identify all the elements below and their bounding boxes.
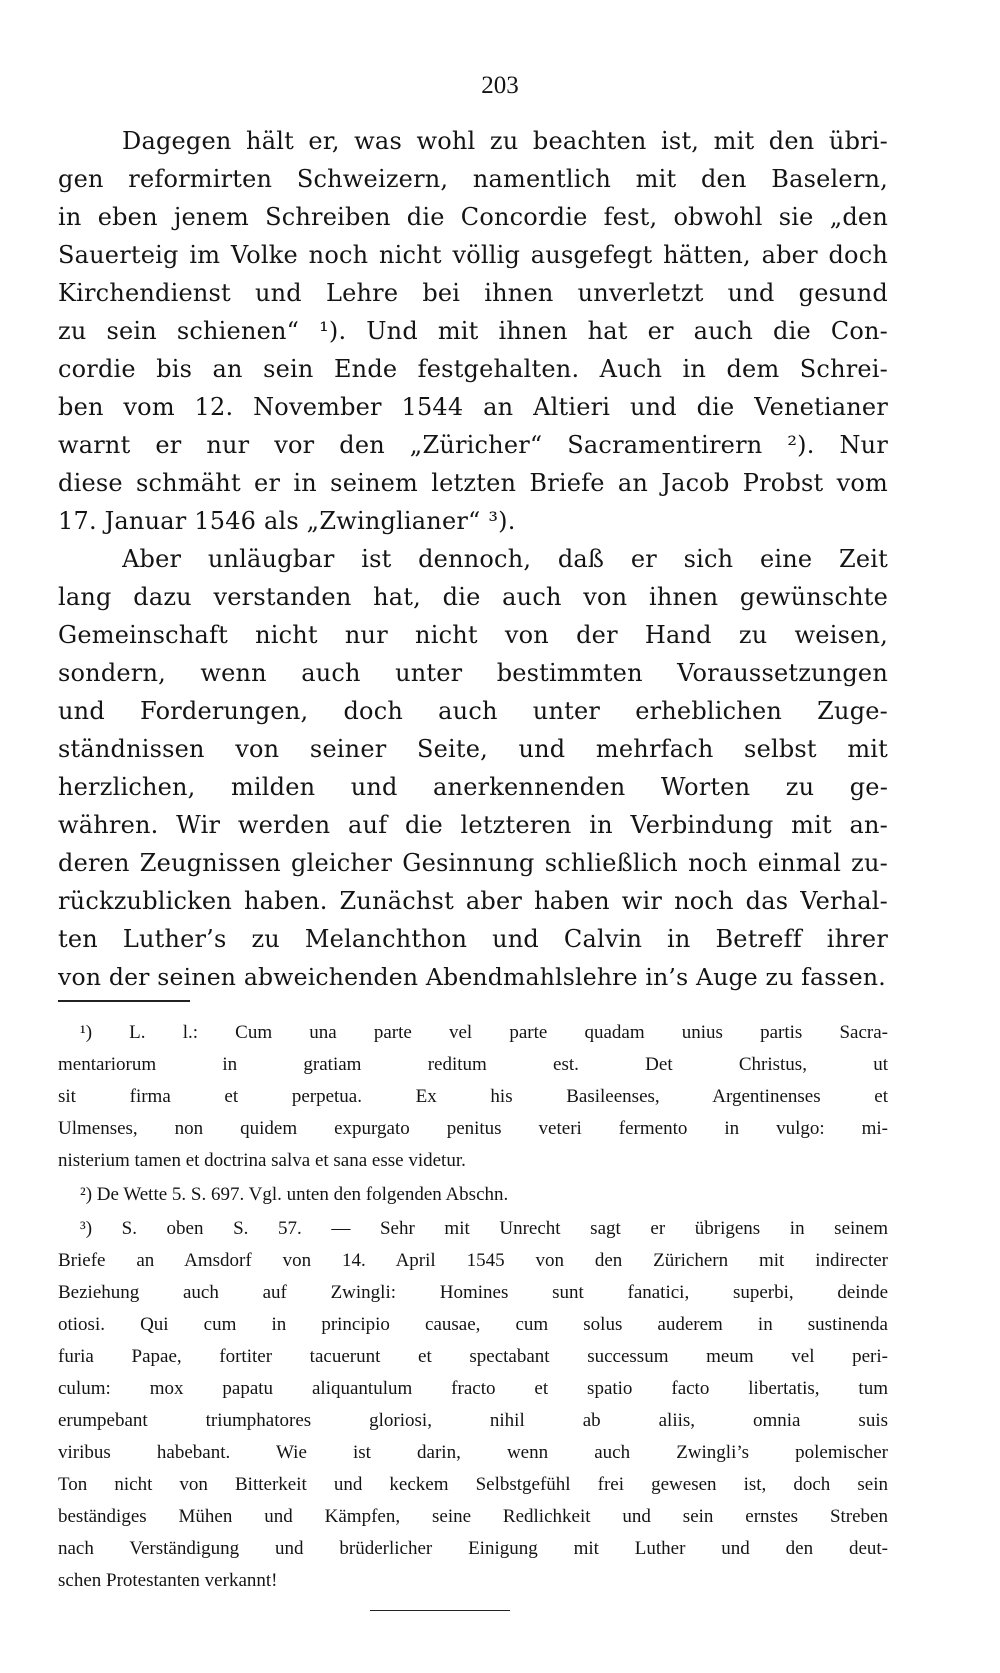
body-line: Sauerteig im Volke noch nicht völlig ausgefegt hätten, aber doch — [58, 241, 888, 269]
footnote-line: ³) S. oben S. 57. — Sehr mit Unrecht sagt er übrigens in seinem — [80, 1218, 888, 1239]
body-line: herzlichen, milden und anerkennenden Worten zu ge- — [58, 773, 888, 801]
footnote-line: Ulmenses, non quidem expurgato penitus veteri fermento in vulgo: mi- — [58, 1118, 888, 1139]
body-line: cordie bis an sein Ende festgehalten. Auch in dem Schrei- — [58, 355, 888, 383]
footnote-line: culum: mox papatu aliquantulum fracto et spatio facto libertatis, tum — [58, 1378, 888, 1399]
body-line: währen. Wir werden auf die letzteren in Verbindung mit an- — [58, 811, 888, 839]
body-line: rückzublicken haben. Zunächst aber haben wir noch das Verhal- — [58, 887, 888, 915]
footnote-divider — [58, 1000, 190, 1002]
body-line: und Forderungen, doch auch unter erheblichen Zuge- — [58, 697, 888, 725]
footnote-line: otiosi. Qui cum in principio causae, cum solus auderem in sustinenda — [58, 1314, 888, 1335]
body-line: Gemeinschaft nicht nur nicht von der Hand zu weisen, — [58, 621, 888, 649]
body-line: 17. Januar 1546 als „Zwinglianer“ ³). — [58, 507, 516, 535]
footnote-line: beständiges Mühen und Kämpfen, seine Redlichkeit und sein ernstes Streben — [58, 1506, 888, 1527]
body-line: in eben jenem Schreiben die Concordie fest, obwohl sie „den — [58, 203, 888, 231]
body-line: diese schmäht er in seinem letzten Briefe an Jacob Probst vom — [58, 469, 888, 497]
body-line: warnt er nur vor den „Züricher“ Sacramentirern ²). Nur — [58, 431, 888, 459]
body-line: deren Zeugnissen gleicher Gesinnung schließlich noch einmal zu- — [58, 849, 888, 877]
footnote-line: Briefe an Amsdorf von 14. April 1545 von den Zürichern mit indirecter — [58, 1250, 888, 1271]
body-line: zu sein schienen“ ¹). Und mit ihnen hat er auch die Con- — [58, 317, 888, 345]
body-line: Kirchendienst und Lehre bei ihnen unverletzt und gesund — [58, 279, 888, 307]
footnote-line: viribus habebant. Wie ist darin, wenn auch Zwingli’s polemischer — [58, 1442, 888, 1463]
footnote-line: furia Papae, fortiter tacuerunt et spectabant successum meum vel peri- — [58, 1346, 888, 1367]
footnote-line: Ton nicht von Bitterkeit und keckem Selbstgefühl frei gewesen ist, doch sein — [58, 1474, 888, 1495]
footnote-line: mentariorum in gratiam reditum est. Det Christus, ut — [58, 1054, 888, 1075]
footnote-line: nach Verständigung und brüderlicher Einigung mit Luther und den deut- — [58, 1538, 888, 1559]
body-line: ben vom 12. November 1544 an Altieri und die Venetianer — [58, 393, 888, 421]
footnote-line: ²) De Wette 5. S. 697. Vgl. unten den folgenden Abschn. — [80, 1184, 509, 1205]
body-line: sondern, wenn auch unter bestimmten Voraussetzungen — [58, 659, 888, 687]
body-line: Aber unläugbar ist dennoch, daß er sich eine Zeit — [122, 545, 888, 573]
body-line: ständnissen von seiner Seite, und mehrfach selbst mit — [58, 735, 888, 763]
footnote-line: nisterium tamen et doctrina salva et sana esse videtur. — [58, 1150, 466, 1171]
footnote-line: ¹) L. l.: Cum una parte vel parte quadam unius partis Sacra- — [80, 1022, 888, 1043]
body-line: ten Luther’s zu Melanchthon und Calvin in Betreff ihrer — [58, 925, 888, 953]
footnote-line: Beziehung auch auf Zwingli: Homines sunt fanatici, superbi, deinde — [58, 1282, 888, 1303]
page-number: 203 — [481, 72, 519, 99]
body-line: von der seinen abweichenden Abendmahlslehre in’s Auge zu fassen. — [58, 963, 886, 991]
bottom-divider — [370, 1610, 510, 1611]
footnote-line: sit firma et perpetua. Ex his Basileenses, Argentinenses et — [58, 1086, 888, 1107]
footnote-line: erumpebant triumphatores gloriosi, nihil ab aliis, omnia suis — [58, 1410, 888, 1431]
body-line: lang dazu verstanden hat, die auch von ihnen gewünschte — [58, 583, 888, 611]
body-line: gen reformirten Schweizern, namentlich mit den Baselern, — [58, 165, 888, 193]
body-line: Dagegen hält er, was wohl zu beachten ist, mit den übri- — [122, 127, 888, 155]
footnote-line: schen Protestanten verkannt! — [58, 1570, 278, 1591]
